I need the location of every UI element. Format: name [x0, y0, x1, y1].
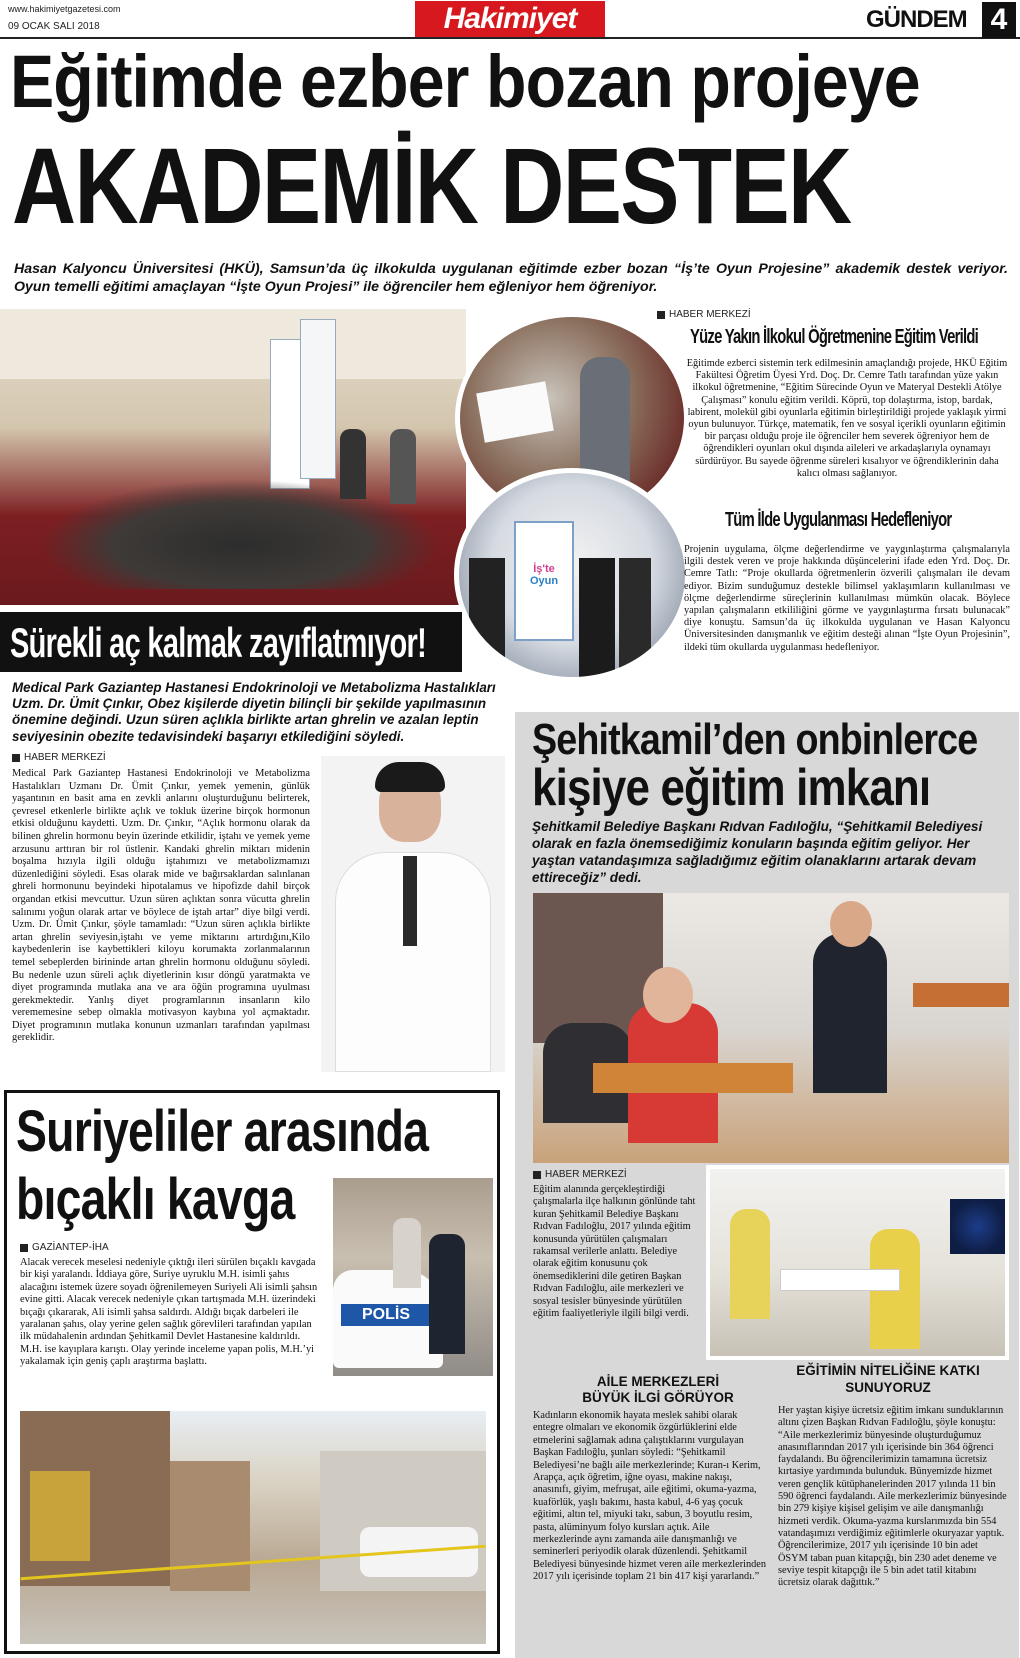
diet-headline: Sürekli aç kalmak zayıflatmıyor!	[10, 619, 427, 666]
police-car-text: POLİS	[361, 1306, 410, 1323]
sehitkamil-sub1-text: Kadınların ekonomik hayata meslek sahibi olarak entegre olmaları ve ekonomik özgürlüklerini elde etmelerini sağlamak adına çalıştıklarını vurgulayan Başkan Fadıloğlu, şunları söyledi: “Şehitkamil Belediyesi’ne bağlı aile merkezlerinde; Kuran-ı Kerim, Arapça, açık öğretim, iğne oyası, makine nakışı, anasınıfı, giyim, mefruşat, aile eğitimi, okuma-yazma, kuaförlük, yaşlı bakımı, hasta kabul, 4-6 yaş çocuk eğitimi, altın tel, miyuki takı, sabun, 3 boyutlu resim, pasta, alüminyum folyo kursları açtık. Aile merkezlerinde aynı zamanda aile danışmanlığı ve seminerleri periyodik olarak düzenlendi. Şehitkamil Belediyesi bünyesinde hizmet veren aile merkezlerinden 2017 yılı içerisinde toplam 21 bin 417 kişi yararlandı.”	[533, 1410, 767, 1583]
diet-body: Medical Park Gaziantep Hastanesi Endokrinoloji ve Metabolizma Hastalıkları Uzmanı Dr. Ümit Çınkır, yemek yemenin, günlük yaşantının en basit ama en zevkli anlarını oluşturduğunu belirterek, çevresel etkenlerle birlikte açlık ve tokluk üzerine birçok hormonun etkisi olduğunu kaydetti. Uzm. Dr. Çınkır, “Açlık hormonu olarak da bilinen ghrelin hormonu beyin üzerinde etkilidir, iştahı ve yemek yeme arzusunu arttıran bir rol üstlenir. Kandaki ghrelin miktarı midenin boşalma hızıyla ilgili olduğu iştahımızı ve metabolizmamızı düzenlediğini söyledi. Esas olarak mide ve bağırsaklardan salınlanan ghreli hormonunu beyindeki hipotalamus ve hipofizde dahil birçok organdan etkisi mevcuttur. Uzun süren açlıktan sonra vücutta ghrelin salınımı yoğun olarak artar ve böylece de iştah artar” diye bilgi verdi. Uzm. Dr. Ümit Çınkır, şöyle tamamladı: “Uzun süren açlıkla birlikte artan ghrelin seviyesin,iştahı ve yeme miktarını artırdığını,Kilo kaybedenlerin ise kaybettikleri kiloyu korumakta zorlanmalarının temel sebeplerden birininde artan ghrelin hormonu olduğunu söyledi. Bu nedenle uzun süreli açlık diyetlerinin kısır döngü yaratmakta ve diyet programında mutlaka ana ve ara öğün programına uyulması gerekmektedir. Yanlış diyet programlarının insanların kilo verememesine sebep olmakla motivasyon kaybına yol açmaktadır. Diyet programının mutlaka konunun uzmanları tarafından yapılması gereklidir.	[12, 768, 310, 1044]
project-banner-line2: Oyun	[529, 575, 559, 587]
sehitkamil-byline-text: HABER MERKEZİ	[545, 1169, 627, 1180]
sehitkamil-photo-art-class	[706, 1165, 1009, 1360]
lead-byline-text: HABER MERKEZİ	[669, 309, 751, 320]
lead-sub1-title: Yüze Yakın İlkokul Öğretmenine Eğitim Verildi	[690, 326, 979, 348]
sehitkamil-intro: Eğitim alanında gerçekleştirdiği çalışmalarla ilçe halkının gönlünde taht kuran Şehitkamil Belediye Başkanı Rıdvan Fadıloğlu, 2017 yılında eğitim konusunda yürütülen çalışmaları rakamsal verilerle anlattı. Belediye olarak eğitim konusunu çok önemsediklerini dile getiren Başkan Rıdvan Fadıloğlu, aile merkezleri ve sosyal tesisler bünyesinde yürütülen eğitim faaliyetleriyle ilgili bilgi verdi.	[533, 1184, 696, 1320]
header-rule	[0, 37, 1020, 39]
fight-headline-line2: bıçaklı kavga	[16, 1167, 295, 1232]
sehitkamil-sub1-title: AİLE MERKEZLERİ BÜYÜK İLGİ GÖRÜYOR	[582, 1374, 734, 1405]
lead-sub2-text: Projenin uygulama, ölçme değerlendirme ve yaygınlaştırma çalışmalarıyla ilgili destek veren ve proje hakkında düşüncelerini ifade eden Yrd. Doç. Dr. Cemre Tatlı: “Proje okullarda öğretmenlerin özverili çalışmaları ile devam ediyor. Bizim sunduğumuz destekle bilimsel yaklaşımların kullanılması ve ölçme değerlendirme süreçlerinin kullanılması mümkün olacak. Böylece yapılan çalışmaların etkililiğini görme ve yaygınlaştırma fırsatı bulunacak” diye konuştu. Samsun’da üç ilkokulda uygulanan ve Hasan Kalyoncu Üniversitesinden danışmanlık ve eğitim desteği alınan “İşte Oyun Projesinin”, ildeki tüm okullarda uygulanması hedefleniyor.	[684, 544, 1010, 653]
police-car-stripe	[341, 1304, 431, 1326]
sehitkamil-byline	[533, 1169, 627, 1180]
fight-photo-street	[20, 1411, 486, 1644]
lead-headline-line2: AKADEMİK DESTEK	[12, 125, 851, 246]
sehitkamil-sub2-title: EĞİTİMİN NİTELİĞİNE KATKI SUNUYORUZ	[796, 1363, 980, 1395]
diet-photo-doctor	[321, 756, 505, 1072]
fight-headline-line1: Suriyeliler arasında	[16, 1099, 429, 1164]
lead-sub2-title: Tüm İlde Uygulanması Hedefleniyor	[725, 509, 952, 531]
fight-photo-police	[333, 1178, 493, 1376]
lead-photo-workshop	[0, 309, 466, 605]
issue-date: 09 OCAK SALI 2018	[8, 21, 100, 32]
lead-sub1-text: Eğitimde ezberci sistemin terk edilmesinin amaçlandığı projede, HKÜ Eğitim Fakültesi Öğretim Üyesi Yrd. Doç. Dr. Cemre Tatlı tarafından yüze yakın ilkokul öğretmenine, “Eğitim Sürecinde Oyun ve Materyal Destekli Atölye Çalışması” konulu eğitim verildi. Köprü, top dolaştırma, istop, bardak, labirent, molekül gibi oyunlarla eğitimin birleştirildiği projede yaklaşık yirmi oyun bulunuyor. Türkçe, matematik, fen ve sosyal içerikli oyunların eğitimin bir parçası olduğu proje ile öğrenciler hem severek öğreniyor hem de öğrendikleri oyunları okul dışında aileleri ve arkadaşlarıyla oynamayı sürdürüyor. Bu sayede öğrenme süreleri kısalıyor ve öğrendiklerinin daha kalıcı olması sağlanıyor.	[686, 358, 1008, 479]
project-banner-line1: İş'te	[533, 563, 555, 575]
masthead-logo	[415, 1, 605, 37]
diet-summary: Medical Park Gaziantep Hastanesi Endokrinoloji ve Metabolizma Hastalıkları Uzm. Dr. Ümit Çınkır, Obez kişilerde diyetin bilinçli bir şekilde yapılmasının önemine değindi. Uzun süren açlıkla birlikte artan ghrelin ve azalan leptin seviyesinin obezite tedavisindeki başarıyı etkilediğini söyledi.	[12, 680, 496, 744]
website-url: www.hakimiyetgazetesi.com	[8, 4, 121, 14]
lead-summary: Hasan Kalyoncu Üniversitesi (HKÜ), Samsun’da üç ilkokulda uygulanan eğitimde ezber bozan “İş’te Oyun Projesine” akademik destek veriyor. Oyun temelli eğitimi amaçlayan “İşte Oyun Projesi” ile öğrenciler hem eğleniyor hem öğreniyor.	[14, 261, 1008, 295]
project-banner	[514, 521, 574, 641]
logo-text: Hakimiyet	[443, 2, 577, 35]
sehitkamil-photo-classroom	[533, 893, 1009, 1163]
sehitkamil-headline-line2: kişiye eğitim imkanı	[532, 759, 931, 817]
page-number: 4	[982, 2, 1016, 38]
sehitkamil-sub2-text: Her yaştan kişiye ücretsiz eğitim imkanı sunduklarının altını çizen Başkan Rıdvan Fadıloğlu, şöyle konuştu: “Aile merkezlerimiz bünyesinde oluşturduğumuz anasınıflarından 2017 yılı içerisinde bin 364 öğrenci faydalandı. Bu öğrencilerimizin tamamına ücretsiz kırtasiye yardımında bulunduk. Bünyemizde hizmet veren gençlik kütüphanelerinden 2017 yılında 11 bin 590 öğrenci faydalandı. Aile merkezlerimiz bünyesinde bin 279 kişiye kişisel gelişim ve aile danışmanlığı hizmeti verdik. Okuma-yazma kurslarımızda bin 554 vatandaşımızı verdiğimiz eğitimlerle okuryazar yaptık. Öğrencilerimize, 2017 yılı içerisinde 10 bin adet ÖSYM taban puan kitapçığı, bin 230 adet deneme ve seviye tespit kitapçığı ile 5 bin adet tatil kitabını ücretsiz olarak dağıttık.”	[778, 1405, 1007, 1589]
sehitkamil-headline-line1: Şehitkamil’den onbinlerce	[532, 715, 978, 764]
sehitkamil-summary: Şehitkamil Belediye Başkanı Rıdvan Fadıloğlu, “Şehitkamil Belediyesi olarak en fazla önemsediğimiz konuların başında eğitim geliyor. Her yaştan vatandaşımıza sağladığımız eğitim olanaklarını artarak devam ettireceğiz” dedi.	[532, 819, 983, 885]
diet-byline	[12, 752, 106, 763]
fight-byline	[20, 1242, 109, 1253]
lead-byline	[657, 309, 751, 320]
fight-body: Alacak verecek meselesi nedeniyle çıktığı ileri sürülen bıçaklı kavgada bir kişi yaralandı. İddiaya göre, Suriye uyruklu M.H. isimli şahıs alacağını istemek üzere soyadı öğrenilemeyen Suriyeli Ali isimli şahsın evine gitti. Alacak verecek nedeniyle çıkan tartışmada M.H. üzerindeki bıçağı çıkararak, Ali isimli şahsa saldırdı. Aldığı bıçak darbeleri ile yaralanan şahıs, olay yerine gelen sağlık görevlileri tarafından yapılan ilk müdahalenin ardından Şehitkamil Devlet Hastanesine kaldırıldı. M.H. ise kayıplara karıştı. Olay yerinde inceleme yapan polis, M.H.’yi yakalamak için geniş çaplı araştırma başlattı.	[20, 1257, 318, 1368]
section-name: GÜNDEM	[866, 6, 967, 33]
diet-headline-bar	[0, 612, 462, 672]
lead-photo-circle-banner	[454, 468, 690, 682]
diet-byline-text: HABER MERKEZİ	[24, 752, 106, 763]
lead-headline-line1: Eğitimde ezber bozan projeye	[10, 40, 920, 123]
fight-byline-text: GAZİANTEP-İHA	[32, 1242, 109, 1253]
